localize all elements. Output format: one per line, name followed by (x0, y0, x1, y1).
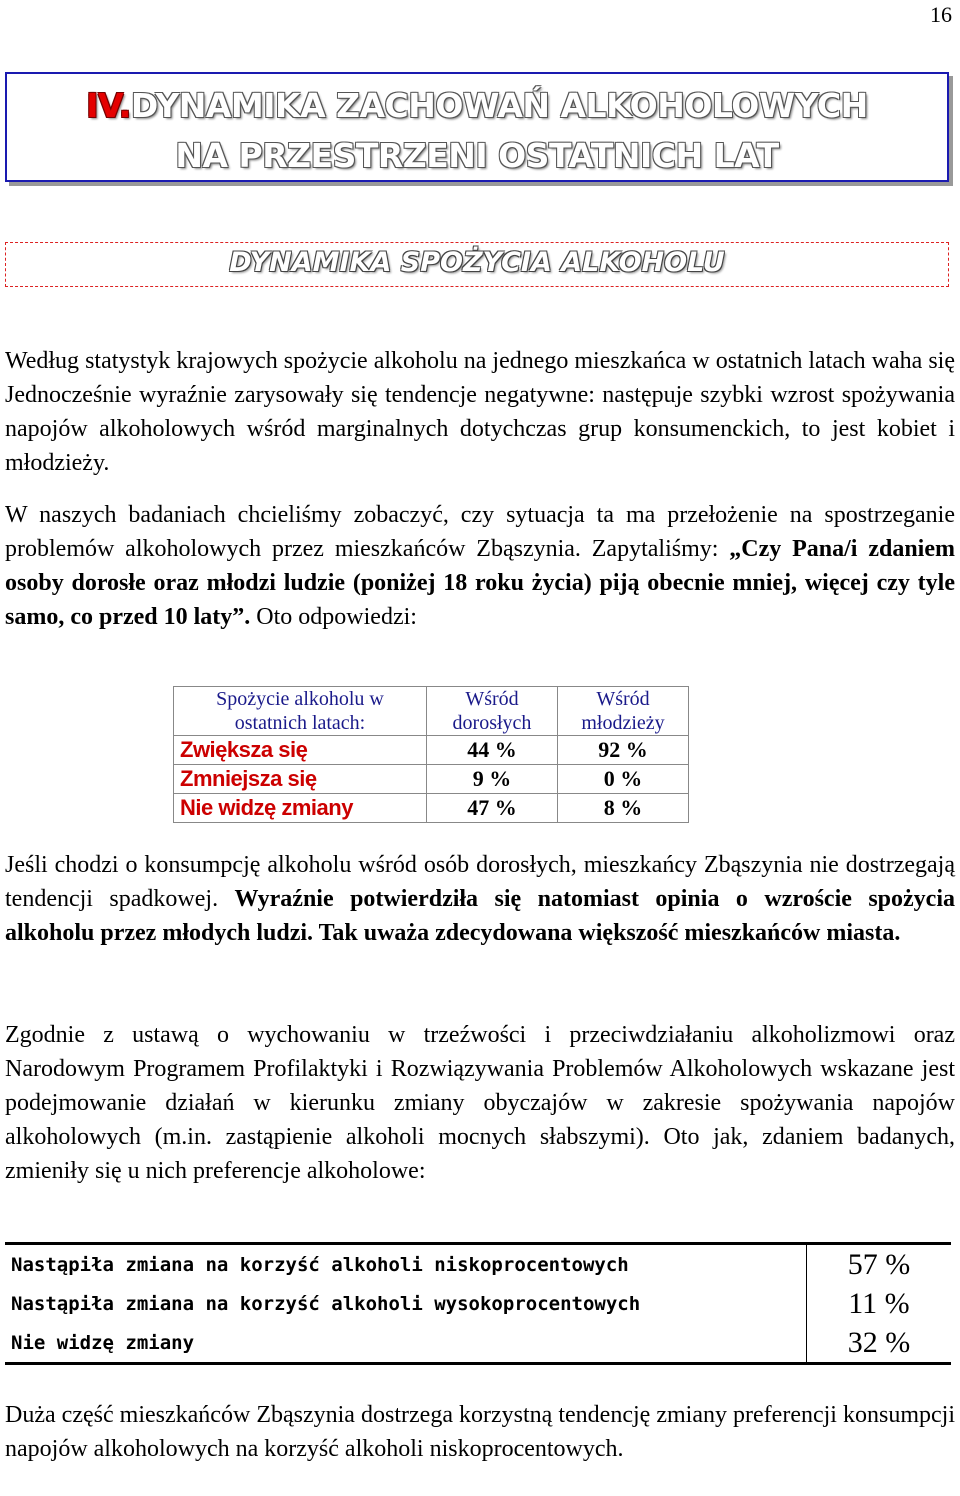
paragraph-3-bold: Wyraźnie potwierdziła się natomiast opinia o wzroście spożycia alkoholu przez młodych ludzi. Tak uważa zdecydowana większość mieszkańców miasta. (5, 886, 956, 946)
page-number: 16 (930, 2, 952, 27)
paragraph-3 (5, 848, 955, 950)
survey-question: „Czy Pana/i zdaniem osoby dorosłe oraz młodzi ludzie (poniżej 18 roku życia) piją obecnie mniej, więcej czy tyle samo, co przed 10 laty”. (5, 536, 955, 630)
adults-youth-consumption-table (173, 686, 689, 823)
youth-value: 92 % (558, 736, 689, 765)
row-value: 57 % (807, 1244, 952, 1285)
section-title-line2: NA PRZESTRZENI OSTATNICH LAT (175, 136, 779, 175)
table-header: Wśród młodzieży (558, 687, 689, 736)
subsection-title: DYNAMIKA SPOŻYCIA ALKOHOLU (229, 247, 725, 278)
section-title-line1 (7, 86, 947, 125)
row-value: 32 % (807, 1323, 952, 1364)
paragraph-1: Według statystyk krajowych spożycie alkoholu na jednego mieszkańca w ostatnich latach waha się Jednocześnie wyraźnie zarysowały się tendencje negatywne: następuje szybki wzrost spożywania napojów alkoholowych wśród marginalnych dotychczas grup konsumenckich, to jest kobiet i młodzieży. (5, 348, 955, 476)
table-header-row (174, 687, 689, 736)
adults-value: 47 % (427, 794, 558, 823)
section-number: IV. (86, 86, 131, 125)
paragraph-2-outro: Oto odpowiedzi: (250, 604, 417, 630)
row-label: Zwiększa się (174, 736, 427, 765)
table-row (174, 736, 689, 765)
table-row (5, 1244, 951, 1285)
table-row (5, 1323, 951, 1364)
row-label: Nie widzę zmiany (174, 794, 427, 823)
table-header: Spożycie alkoholu w ostatnich latach: (174, 687, 427, 736)
row-label: Nie widzę zmiany (11, 1331, 195, 1354)
row-label: Nastąpiła zmiana na korzyść alkoholi wysokoprocentowych (11, 1292, 641, 1315)
table-row (174, 765, 689, 794)
table-header: Wśród dorosłych (427, 687, 558, 736)
row-value: 11 % (807, 1284, 952, 1323)
adults-value: 9 % (427, 765, 558, 794)
row-label: Nastąpiła zmiana na korzyść alkoholi niskoprocentowych (11, 1253, 629, 1276)
table-row (5, 1284, 951, 1323)
paragraph-5: Duża część mieszkańców Zbąszynia dostrzega korzystną tendencję zmiany preferencji konsumpcji napojów alkoholowych na korzyść alkoholi niskoprocentowych. (5, 1402, 955, 1462)
paragraph-3-normal: Jeśli chodzi o konsumpcję alkoholu wśród osób dorosłych, mieszkańcy Zbąszynia nie dostrzegają tendencji spadkowej. (5, 852, 955, 912)
paragraph-2-intro: W naszych badaniach chcieliśmy zobaczyć, czy sytuacja ta ma przełożenie na spostrzeganie problemów alkoholowych przez mieszkańców Zbąszynia. Zapytaliśmy: (5, 502, 955, 562)
adults-value: 44 % (427, 736, 558, 765)
paragraph-2 (5, 498, 955, 634)
youth-value: 0 % (558, 765, 689, 794)
row-label: Zmniejsza się (174, 765, 427, 794)
section-title-text1: DYNAMIKA ZACHOWAŃ ALKOHOLOWYCH (130, 86, 868, 125)
youth-value: 8 % (558, 794, 689, 823)
paragraph-4: Zgodnie z ustawą o wychowaniu w trzeźwości i przeciwdziałaniu alkoholizmowi oraz Narodowym Programem Profilaktyki i Rozwiązywania Problemów Alkoholowych wskazane jest podejmowanie działań w kierunku zmiany obyczajów w zakresie spożywania napojów alkoholowych (m.in. zastąpienie alkoholi mocnych słabszymi). Oto jak, zdaniem badanych, zmieniły się u nich preferencje alkoholowe: (5, 1022, 955, 1184)
table-row (174, 794, 689, 823)
preferences-table (5, 1242, 951, 1365)
section-title-box (5, 72, 949, 182)
subsection-title-box (5, 242, 949, 287)
